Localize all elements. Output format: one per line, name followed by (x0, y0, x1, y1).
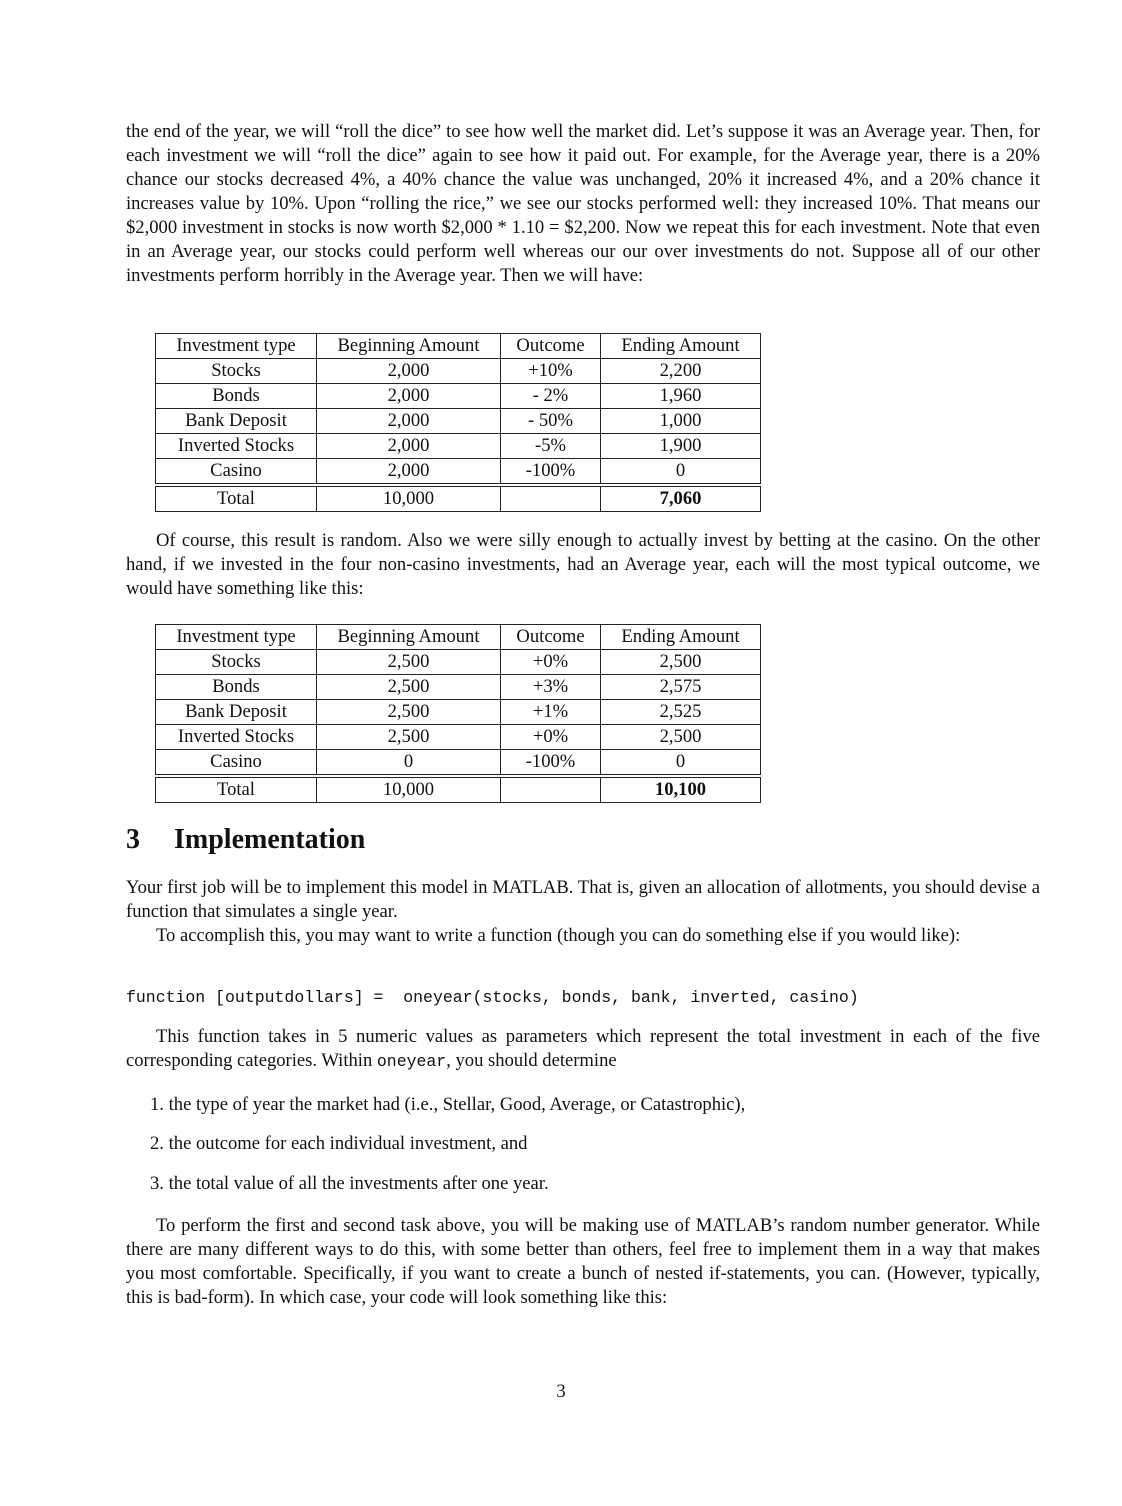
table-header-row (156, 625, 761, 650)
table-row (156, 750, 761, 777)
cell: Total (156, 776, 317, 803)
list-text: the type of year the market had (i.e., Stellar, Good, Average, or Catastrophic), (168, 1094, 746, 1115)
cell: 2,575 (601, 675, 761, 700)
cell: - 50% (501, 409, 601, 434)
total-value-text: 10,100 (654, 779, 707, 800)
header-cell: Outcome (501, 625, 601, 650)
paragraph-dice-example: the end of the year, we will “roll the dice” to see how well the market did. Let’s suppose it was an Average year. Then, for each investment we will “roll the dice” again to see how it paid out. For example, for the Average year, there is a 20% chance our stocks decreased 4%, a 40% chance the value was unchanged, 20% it increased 4%, and a 20% chance it increases value by 10%. Upon “rolling the rice,” we see our stocks performed well: they increased 10%. That means our $2,000 investment in stocks is now worth $2,000 * 1.10 = $2,200. Now we repeat this for each investment. Note that even in an Average year, our stocks could perform well whereas our our over investments do not. Suppose all of our other investments perform horribly in the Average year. Then we will have: (126, 121, 1040, 286)
header-cell: Beginning Amount (317, 334, 501, 359)
list-number: 1. (150, 1094, 164, 1115)
list-number: 2. (150, 1133, 164, 1154)
cell: Inverted Stocks (156, 434, 317, 459)
table-row (156, 384, 761, 409)
cell (501, 776, 601, 803)
text: , you should determine (446, 1050, 617, 1071)
table-row (156, 650, 761, 675)
section-title: Implementation (174, 824, 366, 855)
table-row (156, 359, 761, 384)
table-row (156, 675, 761, 700)
cell: 2,000 (317, 359, 501, 384)
paragraph-random-result: Of course, this result is random. Also we were silly enough to actually invest by betting at the casino. On the other hand, if we invested in the four non-casino investments, had an Average year, each will the most typical outcome, we would have something like this: (126, 530, 1040, 599)
header-cell: Beginning Amount (317, 625, 501, 650)
table-row (156, 725, 761, 750)
cell: 2,200 (601, 359, 761, 384)
inline-code: oneyear (376, 1052, 447, 1071)
paragraph-first-job: Your first job will be to implement this model in MATLAB. That is, given an allocation of allotments, you should devise a function that simulates a single year. (126, 877, 1040, 922)
table-total-row (156, 485, 761, 512)
text: This function takes in 5 numeric values as parameters which represent the total investment in each of the five corresponding categories. Within (126, 1026, 1040, 1071)
cell: 2,500 (317, 725, 501, 750)
list-text: the outcome for each individual investment, and (168, 1133, 528, 1154)
header-cell: Investment type (156, 334, 317, 359)
cell: Stocks (156, 359, 317, 384)
cell: +0% (501, 650, 601, 675)
results-table-random (155, 333, 761, 512)
cell (501, 485, 601, 512)
cell: 10,000 (317, 776, 501, 803)
table-row (156, 434, 761, 459)
cell: 2,500 (317, 700, 501, 725)
paragraph-accomplish: To accomplish this, you may want to write a function (though you can do something else if you would like): (156, 925, 961, 946)
list-item (150, 1093, 1040, 1117)
section-heading (126, 822, 365, 858)
cell: - 2% (501, 384, 601, 409)
cell: 2,000 (317, 434, 501, 459)
cell: 0 (601, 459, 761, 486)
cell: 2,000 (317, 409, 501, 434)
cell: +0% (501, 725, 601, 750)
cell: +3% (501, 675, 601, 700)
total-value (601, 485, 761, 512)
cell: 2,000 (317, 384, 501, 409)
header-cell: Investment type (156, 625, 317, 650)
results-table-typical (155, 624, 761, 803)
cell: 2,500 (601, 650, 761, 675)
code-function-signature: function [outputdollars] = oneyear(stocks, bonds, bank, inverted, casino) (126, 988, 859, 1007)
page-number: 3 (556, 1381, 566, 1402)
cell: Bonds (156, 384, 317, 409)
table-row (156, 409, 761, 434)
cell: -5% (501, 434, 601, 459)
cell: Bank Deposit (156, 700, 317, 725)
cell: 10,000 (317, 485, 501, 512)
cell: -100% (501, 750, 601, 777)
cell: 2,500 (317, 675, 501, 700)
list-item (150, 1132, 1040, 1156)
cell: 2,000 (317, 459, 501, 486)
paragraph-random-generator: To perform the first and second task above, you will be making use of MATLAB’s random number generator. While there are many different ways to do this, with some better than others, feel free to implement them in a way that makes you most comfortable. Specifically, if you want to create a bunch of nested if-statements, you can. (However, typically, this is bad-form). In which case, your code will look something like this: (126, 1215, 1040, 1308)
cell: 1,960 (601, 384, 761, 409)
cell: 1,000 (601, 409, 761, 434)
total-value-text: 7,060 (659, 488, 702, 509)
cell: 0 (601, 750, 761, 777)
header-cell: Ending Amount (601, 625, 761, 650)
cell: 1,900 (601, 434, 761, 459)
table-row (156, 459, 761, 486)
list-item (150, 1172, 1040, 1196)
cell: Bonds (156, 675, 317, 700)
cell: 2,525 (601, 700, 761, 725)
cell: Bank Deposit (156, 409, 317, 434)
cell: Total (156, 485, 317, 512)
cell: Stocks (156, 650, 317, 675)
cell: 0 (317, 750, 501, 777)
cell: 2,500 (317, 650, 501, 675)
cell: 2,500 (601, 725, 761, 750)
cell: Casino (156, 750, 317, 777)
cell: Inverted Stocks (156, 725, 317, 750)
table-row (156, 700, 761, 725)
list-number: 3. (150, 1173, 164, 1194)
cell: +10% (501, 359, 601, 384)
section-number: 3 (126, 824, 140, 855)
header-cell: Outcome (501, 334, 601, 359)
list-text: the total value of all the investments after one year. (168, 1173, 549, 1194)
cell: +1% (501, 700, 601, 725)
cell: -100% (501, 459, 601, 486)
cell: Casino (156, 459, 317, 486)
paragraph-function-description (126, 1025, 1040, 1074)
table-header-row (156, 334, 761, 359)
header-cell: Ending Amount (601, 334, 761, 359)
total-value (601, 776, 761, 803)
table-total-row (156, 776, 761, 803)
